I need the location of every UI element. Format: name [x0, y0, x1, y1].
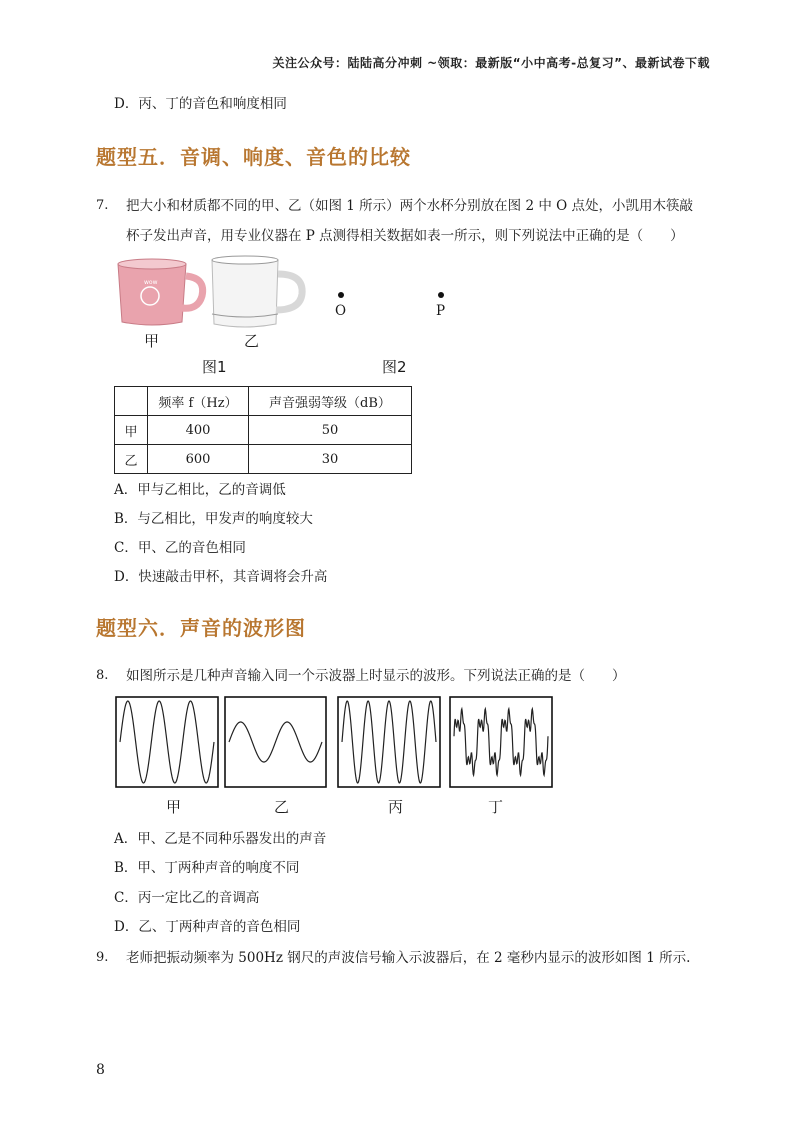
- wave-jia: [120, 701, 214, 783]
- table-cell: 600: [148, 445, 249, 474]
- point-p-dot: [438, 292, 444, 298]
- wave-label-bing: 丙: [388, 798, 404, 816]
- wave-label-ding: 丁: [488, 798, 504, 816]
- table-header-cell: [115, 387, 148, 416]
- q8-stem: 如图所示是几种声音输入同一个示波器上时显示的波形。下列说法正确的是（ ）: [126, 668, 626, 684]
- table-cell: 50: [249, 416, 412, 445]
- q7-data-table: [114, 386, 412, 474]
- table-header-cell: 频率 f（Hz）: [148, 387, 249, 416]
- wave-bing: [342, 701, 436, 783]
- cup-a-label: 甲: [144, 332, 160, 350]
- table-cell: 400: [148, 416, 249, 445]
- wave-box-jia: [116, 697, 218, 787]
- page-header: 关注公众号：陆陆高分冲刺 ~领取：最新版“小中高考-总复习”、最新试卷下载: [272, 56, 710, 70]
- section5-title: 题型五．音调、响度、音色的比较: [96, 145, 411, 169]
- q7-number: 7.: [96, 198, 109, 213]
- q7-stem-line2: 杯子发出声音，用专业仪器在 P 点测得相关数据如表一所示，则下列说法中正确的是（ ）: [126, 228, 684, 244]
- q7-option-d: D．快速敲击甲杯，其音调将会升高: [114, 569, 328, 585]
- wave-yi: [229, 722, 322, 762]
- section6-title: 题型六．声音的波形图: [96, 616, 306, 640]
- point-o-label: O: [335, 303, 347, 319]
- prev-option-d: D．丙、丁的音色和响度相同: [114, 96, 287, 112]
- q9-stem: 老师把振动频率为 500Hz 钢尺的声波信号输入示波器后，在 2 毫秒内显示的波形如图 1 所示.: [126, 950, 691, 966]
- fig2-label: 图2: [382, 358, 407, 376]
- wave-box-bing: [338, 697, 440, 787]
- table-cell: 30: [249, 445, 412, 474]
- q8-option-b: B．甲、丁两种声音的响度不同: [114, 860, 300, 876]
- wave-label-jia: 甲: [166, 798, 182, 816]
- q7-option-c: C．甲、乙的音色相同: [114, 540, 246, 556]
- table-header-row: [115, 387, 412, 416]
- point-p-label: P: [436, 303, 446, 319]
- point-o-dot: [338, 292, 344, 298]
- fig1-label: 图1: [202, 358, 227, 376]
- q9-number: 9.: [96, 950, 109, 965]
- page-number: 8: [96, 1062, 105, 1078]
- wave-box-ding: [450, 697, 552, 787]
- table-header-cell: 声音强弱等级（dB）: [249, 387, 412, 416]
- wave-box-yi: [225, 697, 326, 787]
- q8-option-a: A．甲、乙是不同种乐器发出的声音: [114, 831, 327, 847]
- q7-option-b: B．与乙相比，甲发声的响度较大: [114, 511, 313, 527]
- q8-option-d: D．乙、丁两种声音的音色相同: [114, 919, 301, 935]
- table-row: [115, 445, 412, 474]
- q8-number: 8.: [96, 668, 109, 683]
- table-cell: 乙: [115, 445, 148, 474]
- q8-option-c: C．丙一定比乙的音调高: [114, 890, 260, 906]
- cup-b-image: [212, 256, 302, 327]
- q7-stem-line1: 把大小和材质都不同的甲、乙（如图 1 所示）两个水杯分别放在图 2 中 O 点处，小凯用木筷敲: [126, 198, 693, 214]
- cup-a-image: [118, 259, 203, 325]
- q7-option-a: A．甲与乙相比，乙的音调低: [114, 482, 286, 498]
- table-row: [115, 416, 412, 445]
- wave-label-yi: 乙: [274, 798, 290, 816]
- cups-figure: [112, 254, 312, 330]
- cup-b-label: 乙: [244, 332, 260, 350]
- svg-text:wow: wow: [144, 279, 158, 286]
- table-cell: 甲: [115, 416, 148, 445]
- wave-ding: [454, 709, 548, 775]
- waveforms-figure: [114, 696, 554, 790]
